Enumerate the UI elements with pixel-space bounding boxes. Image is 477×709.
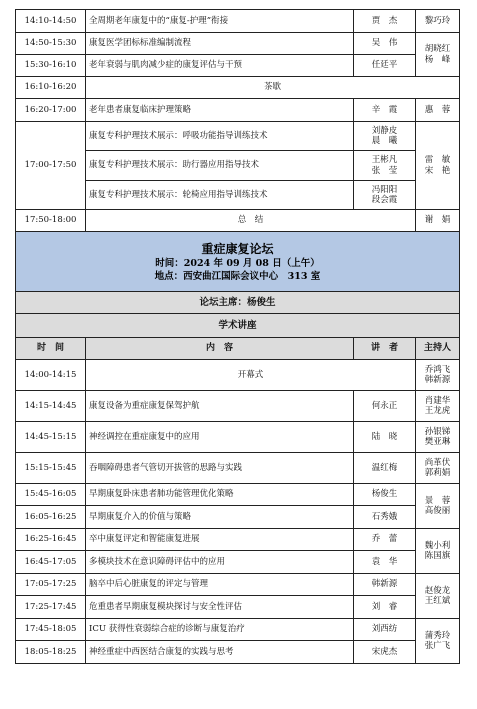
session-time: 16:45-17:05 <box>16 551 86 574</box>
host-name: 赵俊龙 <box>424 585 451 596</box>
table-row <box>16 551 460 574</box>
session-time: 16:20-17:00 <box>16 99 86 122</box>
forum-title: 重症康复论坛 <box>201 241 274 256</box>
forum-chair: 论坛主席：杨俊生 <box>16 292 460 314</box>
host-name: 高俊丽 <box>424 506 451 516</box>
host-name: 蒲秀玲 <box>424 630 451 641</box>
speaker-name: 刘静皮 <box>371 125 398 136</box>
session-time: 16:25-16:45 <box>16 529 86 551</box>
host-name: 景 蓉 <box>424 495 451 506</box>
session-time: 16:05-16:25 <box>16 506 86 529</box>
table-row <box>16 122 460 151</box>
speaker-name: 晨 曦 <box>371 136 398 146</box>
schedule-table <box>15 9 460 664</box>
table-row <box>16 506 460 529</box>
host-name: 胡晓红 <box>424 44 451 55</box>
session-host <box>416 422 460 453</box>
session-time: 17:45-18:05 <box>16 619 86 641</box>
session-host: 惠 蓉 <box>416 99 460 122</box>
session-topic: 开幕式 <box>86 360 416 391</box>
forum-time: 时间：2024 年 09 月 08 日（上午） <box>155 257 320 269</box>
session-time: 14:00-14:15 <box>16 360 86 391</box>
session-topic: 早期康复介入的价值与策略 <box>86 506 354 529</box>
host-name: 杨 峰 <box>424 54 451 65</box>
session-host <box>416 619 460 664</box>
session-topic: 老年患者康复临床护理策略 <box>86 99 354 122</box>
host-name: 魏小利 <box>424 540 451 551</box>
table-row <box>16 10 460 33</box>
session-host: 黎巧玲 <box>416 10 460 33</box>
session-speaker: 刘 睿 <box>354 596 416 619</box>
session-speaker: 温红梅 <box>354 453 416 484</box>
session-time: 14:50-15:30 <box>16 33 86 55</box>
host-name: 雷 敏 <box>424 155 451 166</box>
summary-label: 总 结 <box>86 210 416 232</box>
session-host <box>416 574 460 619</box>
session-time: 14:15-14:45 <box>16 391 86 422</box>
section-row <box>16 314 460 338</box>
host-name: 韩新源 <box>424 375 451 385</box>
host-name: 乔鸿飞 <box>424 364 451 375</box>
host-name: 郭莉娟 <box>424 468 451 478</box>
break-label: 茶歇 <box>86 77 460 99</box>
host-name: 孙银锑 <box>424 426 451 437</box>
session-topic: ICU 获得性衰弱综合症的诊断与康复治疗 <box>86 619 354 641</box>
host-name: 王红斌 <box>424 596 451 606</box>
session-topic: 神经调控在重症康复中的应用 <box>86 422 354 453</box>
host-name: 陈国旗 <box>424 551 451 561</box>
session-time: 15:45-16:05 <box>16 484 86 506</box>
session-host <box>416 484 460 529</box>
speaker-name: 冯阳阳 <box>371 184 398 195</box>
table-row <box>16 484 460 506</box>
session-speaker <box>354 151 416 181</box>
session-topic: 康复专科护理技术展示：助行器应用指导技术 <box>86 151 354 181</box>
table-row <box>16 391 460 422</box>
session-topic: 多模块技术在意识障碍评估中的应用 <box>86 551 354 574</box>
table-row <box>16 55 460 77</box>
session-time: 17:50-18:00 <box>16 210 86 232</box>
table-row <box>16 360 460 391</box>
speaker-name: 张 莹 <box>371 165 398 176</box>
session-speaker: 杨俊生 <box>354 484 416 506</box>
host-name: 肖建华 <box>424 395 451 406</box>
session-time: 14:45-15:15 <box>16 422 86 453</box>
session-topic: 康复专科护理技术展示：呼吸功能指导训练技术 <box>86 122 354 151</box>
session-speaker <box>354 122 416 151</box>
header-time: 时 间 <box>16 338 86 360</box>
session-topic: 吞咽障碍患者气管切开拔管的思路与实践 <box>86 453 354 484</box>
host-name: 尚革伏 <box>424 457 451 468</box>
session-speaker: 辛 霞 <box>354 99 416 122</box>
session-speaker: 宋虎杰 <box>354 641 416 664</box>
session-host <box>416 360 460 391</box>
session-time: 17:05-17:25 <box>16 574 86 596</box>
session-host <box>416 391 460 422</box>
session-host <box>416 453 460 484</box>
forum-banner-cell <box>16 232 460 292</box>
header-content: 内 容 <box>86 338 354 360</box>
table-row <box>16 641 460 664</box>
session-topic: 康复专科护理技术展示：轮椅应用指导训练技术 <box>86 181 354 210</box>
session-topic: 康复医学团标标准编制流程 <box>86 33 354 55</box>
session-host <box>416 122 460 210</box>
session-time: 14:10-14:50 <box>16 10 86 33</box>
session-speaker: 袁 华 <box>354 551 416 574</box>
table-row <box>16 574 460 596</box>
host-name: 樊亚琳 <box>424 437 451 447</box>
session-topic: 早期康复卧床患者肺功能管理优化策略 <box>86 484 354 506</box>
host-name: 宋 艳 <box>424 165 451 176</box>
forum-banner <box>16 232 460 292</box>
session-speaker: 吴 伟 <box>354 33 416 55</box>
session-speaker: 石秀娥 <box>354 506 416 529</box>
session-speaker: 乔 蕾 <box>354 529 416 551</box>
session-topic: 全周期老年康复中的“康复-护理”衔接 <box>86 10 354 33</box>
session-speaker: 陆 晓 <box>354 422 416 453</box>
session-time: 17:00-17:50 <box>16 122 86 210</box>
session-host <box>416 33 460 77</box>
table-row <box>16 596 460 619</box>
header-host: 主持人 <box>416 338 460 360</box>
session-topic: 危重患者早期康复模块探讨与安全性评估 <box>86 596 354 619</box>
session-topic: 神经重症中西医结合康复的实践与思考 <box>86 641 354 664</box>
table-row <box>16 210 460 232</box>
speaker-name: 王彬凡 <box>371 155 398 166</box>
chair-row <box>16 292 460 314</box>
forum-place: 地点：西安曲江国际会议中心 313 室 <box>154 270 321 282</box>
session-topic: 康复设备为重症康复保驾护航 <box>86 391 354 422</box>
session-speaker: 刘西纺 <box>354 619 416 641</box>
host-name: 张广飞 <box>424 641 451 651</box>
speaker-name: 段会霞 <box>371 195 398 205</box>
session-topic: 卒中康复评定和智能康复进展 <box>86 529 354 551</box>
table-row <box>16 619 460 641</box>
session-time: 17:25-17:45 <box>16 596 86 619</box>
session-speaker: 任廷平 <box>354 55 416 77</box>
table-row <box>16 529 460 551</box>
session-time: 15:30-16:10 <box>16 55 86 77</box>
table-row <box>16 99 460 122</box>
session-host <box>416 529 460 574</box>
table-row <box>16 33 460 55</box>
session-speaker: 韩新源 <box>354 574 416 596</box>
session-topic: 脑卒中后心脏康复的评定与管理 <box>86 574 354 596</box>
session-speaker: 贾 杰 <box>354 10 416 33</box>
session-speaker: 何永正 <box>354 391 416 422</box>
host-name: 王龙虎 <box>424 406 451 416</box>
table-row <box>16 453 460 484</box>
session-speaker <box>354 181 416 210</box>
table-row <box>16 422 460 453</box>
header-row <box>16 338 460 360</box>
session-host: 谢 娟 <box>416 210 460 232</box>
header-speaker: 讲 者 <box>354 338 416 360</box>
session-time: 15:15-15:45 <box>16 453 86 484</box>
session-time: 18:05-18:25 <box>16 641 86 664</box>
table-row <box>16 77 460 99</box>
session-topic: 老年衰弱与肌肉减少症的康复评估与干预 <box>86 55 354 77</box>
section-title: 学术讲座 <box>16 314 460 338</box>
session-time: 16:10-16:20 <box>16 77 86 99</box>
